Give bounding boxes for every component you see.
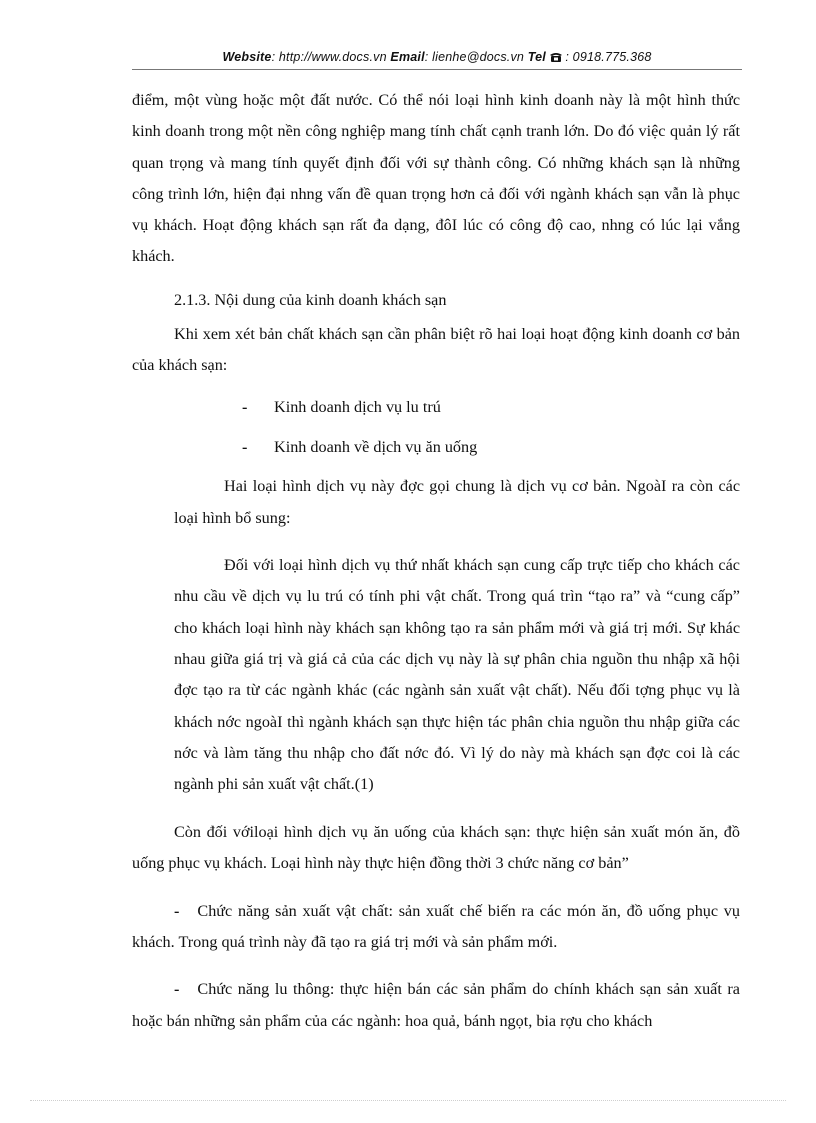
bullet-text-accommodation: Kinh doanh dịch vụ lu trú xyxy=(274,398,441,417)
function-item-circulation xyxy=(132,974,740,1037)
basic-services-paragraph: Hai loại hình dịch vụ này đợc gọi chung là dịch vụ cơ bản. NgoàI ra còn các loại hình bổ sung: xyxy=(174,477,740,527)
food-service-paragraph: Còn đối vớiloại hình dịch vụ ăn uống của khách sạn: thực hiện sản xuất món ăn, đồ uống phục vụ khách. Loại hình này thực hiện đồng thời 3 chức năng cơ bản” xyxy=(132,822,740,873)
list-item xyxy=(132,387,740,427)
tel-label: Tel xyxy=(527,50,546,64)
website-label: Website xyxy=(222,50,272,64)
document-body xyxy=(132,85,740,1053)
function-item-production xyxy=(132,896,740,959)
bullet-marker: - xyxy=(174,980,180,999)
bullet-marker: - xyxy=(174,901,180,920)
tel-value: : 0918.775.368 xyxy=(565,50,652,64)
bullet-text-food: Kinh doanh về dịch vụ ăn uống xyxy=(274,438,478,457)
email-label: Email xyxy=(390,50,425,64)
function-text-circulation: Chức năng lu thông: thực hiện bán các sản phẩm do chính khách sạn sản xuất ra hoặc bán những sản phẩm của các ngành: hoa quả, bánh ngọt, bia rợu cho khách xyxy=(132,980,740,1030)
function-text-production: Chức năng sản xuất vật chất: sản xuất chế biến ra các món ăn, đồ uống phục vụ khách. Trong quá trình này đã tạo ra giá trị mới và sản phẩm mới. xyxy=(132,901,740,951)
first-type-paragraph: Đối với loại hình dịch vụ thứ nhất khách sạn cung cấp trực tiếp cho khách các nhu cầu về dịch vụ lu trú có tính phi vật chất. Trong quá trìn “tạo ra” và “cung cấp” cho khách loại hình này khách sạn không tạo ra sản phẩm mới và giá trị mới. Sự khác nhau giữa giá trị và giá cả của các dịch vụ này là sự phân chia nguồn thu nhập xã hội đợc tạo ra từ các ngành khác (các ngành sản xuất vật chất). Nếu đối tợng phục vụ là khách nớc ngoàI thì ngành khách sạn thực hiện tác phân chia nguồn thu nhập giữa các nớc và làm tăng thu nhập cho đất nớc đó. Vì lý do này mà khách sạn đợc coi là các ngành phi sản xuất vật chất.(1) xyxy=(174,556,740,794)
page-header xyxy=(132,50,742,64)
bullet-marker: - xyxy=(242,438,248,457)
email-value: : lienhe@docs.vn xyxy=(424,50,525,64)
website-value: : http://www.docs.vn xyxy=(271,50,387,64)
header-divider xyxy=(132,69,742,70)
bullet-marker: - xyxy=(242,398,248,417)
list-item xyxy=(132,427,740,467)
distinguish-paragraph: Khi xem xét bản chất khách sạn cần phân biệt rõ hai loại hoạt động kinh doanh cơ bản của khách sạn: xyxy=(132,324,740,375)
intro-paragraph: điểm, một vùng hoặc một đất nước. Có thể nói loại hình kinh doanh này là một hình thức kinh doanh trong một nền công nghiệp mang tính chất cạnh tranh lớn. Do đó việc quản lý rất quan trọng và mang tính quyết định đối với sự thành công. Có những khách sạn là những công trình lớn, hiện đại nhng vấn đề quan trọng hơn cả đối với ngành khách sạn vẫn là phục vụ khách. Hoạt động khách sạn rất đa dạng, đôI lúc có công độ cao, nhng có lúc lại vắng khách. xyxy=(132,91,740,266)
phone-icon xyxy=(550,50,566,64)
section-heading: 2.1.3. Nội dung của kinh doanh khách sạn xyxy=(174,290,447,309)
footer-divider xyxy=(30,1100,786,1101)
